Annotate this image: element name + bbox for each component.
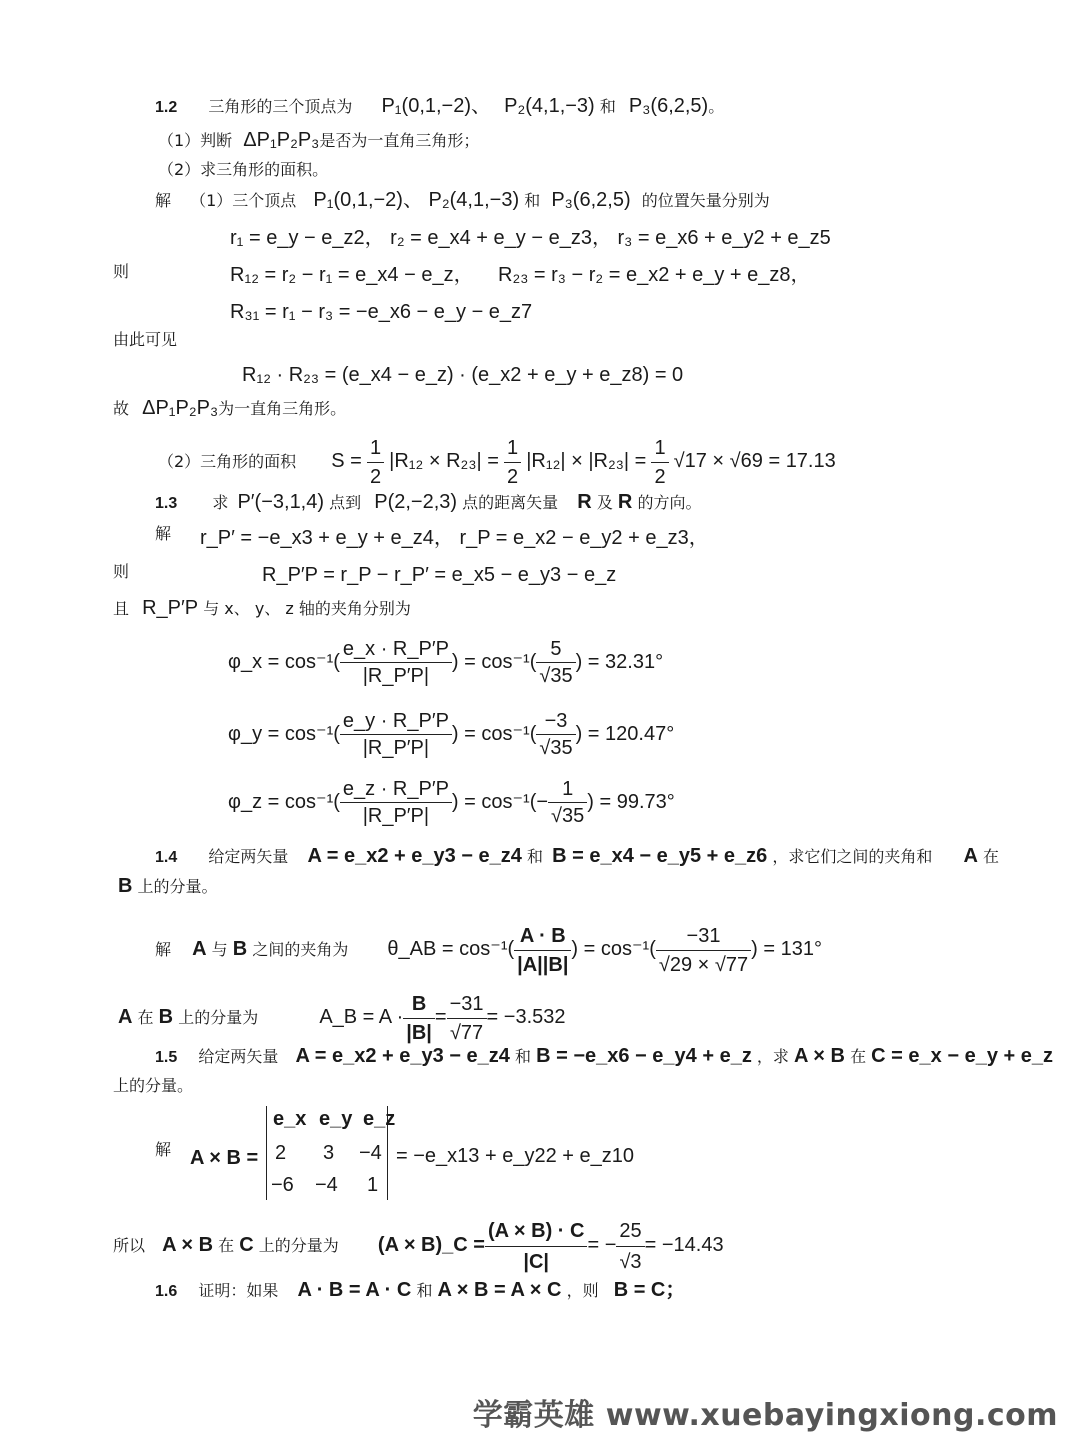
fraction: $\frac{1}{2}$ xyxy=(651,434,668,491)
component-AxB-on-C: 所以 A × B 在 C 上的分量为 (A × B)_C = $\frac{(A \times B) \cdot C}{|C|}$ = − $\frac{25}{√3}$ = −14.43 xyxy=(113,1216,724,1277)
position-vectors: r₁ = e_y − e_z2， r₂ = e_x4 + e_y − e_z3， r₃ = e_x6 + e_y2 + e_z5 xyxy=(230,227,831,249)
solution-label: 解 xyxy=(155,1140,172,1159)
problem-number: 1.6 xyxy=(155,1283,178,1300)
problem-number: 1.4 xyxy=(155,849,178,866)
fraction: $\frac{-3}{√35}$ xyxy=(536,708,575,761)
fraction: $\frac{e\_x \cdot R\_P'P}{|R\_P'P|}$ xyxy=(340,636,452,689)
problem-number: 1.3 xyxy=(155,495,178,512)
question-1: （1）判断 ΔP₁P₂P₃是否为一直角三角形； xyxy=(158,129,480,151)
watermark-footer: 学霸英雄 www.xuebayingxiong.com xyxy=(472,1398,1058,1433)
fraction: $\frac{(A \times B) \cdot C}{|C|}$ xyxy=(485,1216,587,1277)
fraction: $\frac{e\_y \cdot R\_P'P}{|R\_P'P|}$ xyxy=(340,708,452,761)
cross-product-lhs: A × B = xyxy=(190,1147,259,1169)
position-vectors: r_P′ = −e_x3 + e_y + e_z4， r_P = e_x2 − e_y2 + e_z3， xyxy=(200,527,709,549)
problem-number: 1.2 xyxy=(155,99,178,116)
then-label: 则 xyxy=(113,562,130,581)
problem-1-5-heading: 1.5 给定两矢量 A = e_x2 + e_y3 − e_z4 和 B = −e_x6 − e_y4 + e_z ，求 A × B 在 C = e_x − e_y + e_z xyxy=(155,1045,1053,1067)
R12-equation: R₁₂ = r₂ − r₁ = e_x4 − e_z， xyxy=(230,264,474,286)
problem-1-4-heading: 1.4 给定两矢量 A = e_x2 + e_y3 − e_z4 和 B = e_x4 − e_y5 + e_z6 ，求它们之间的夹角和 A 在 xyxy=(155,845,1000,867)
problem-1-2-heading: 1.2 三角形的三个顶点为 P₁(0,1,−2)、 P₂(4,1,−3) 和 P₃(6,2,5)。 xyxy=(155,95,725,117)
fraction: $\frac{5}{√35}$ xyxy=(536,636,575,689)
fraction: $\frac{-31}{√77}$ xyxy=(447,990,487,1047)
question-2: （2）求三角形的面积。 xyxy=(158,160,329,179)
phi-x-equation: φ_x = cos⁻¹( $\frac{e\_x \cdot R\_P'P}{|R\_P'P|}$ ) = cos⁻¹( $\frac{5}{√35}$ ) = 32.31° xyxy=(228,638,664,687)
fraction: $\frac{25}{√3}$ xyxy=(616,1216,644,1277)
solution-intro: 解 （1）三个顶点 P₁(0,1,−2)、 P₂(4,1,−3) 和 P₃(6,2,5) 的位置矢量分别为 xyxy=(155,189,770,211)
problem-1-5-line2: 上的分量。 xyxy=(113,1076,194,1095)
angle-AB-equation: 解 A 与 B 之间的夹角为 θ_AB = cos⁻¹( $\frac{A \cdot B}{|A||B|}$ ) = cos⁻¹( $\frac{-31}{√29 \times √77}$ ) = 131° xyxy=(155,922,822,979)
R31-equation: R₃₁ = r₁ − r₃ = −e_x6 − e_y − e_z7 xyxy=(230,301,533,323)
problem-number: 1.5 xyxy=(155,1049,178,1066)
problem-1-6-heading: 1.6 证明：如果 A · B = A · C 和 A × B = A × C ，则 B = C； xyxy=(155,1279,686,1301)
phi-z-equation: φ_z = cos⁻¹( $\frac{e\_z \cdot R\_P'P}{|R\_P'P|}$ ) = cos⁻¹(− $\frac{1}{√35}$ ) = 99.73° xyxy=(228,778,675,827)
fraction: $\frac{1}{2}$ xyxy=(504,434,521,491)
problem-1-3-heading: 1.3 求 P′(−3,1,4) 点到 P(2,−2,3) 点的距离矢量 R 及 R 的方向。 xyxy=(155,491,702,513)
angle-intro: 且 R_P′P 与 x、 y、 z 轴的夹角分别为 xyxy=(113,597,411,619)
conclusion-right-triangle: 故 ΔP₁P₂P₃为一直角三角形。 xyxy=(113,397,347,419)
fraction: $\frac{1}{2}$ xyxy=(367,434,384,491)
dot-product-equation: R₁₂ · R₂₃ = (e_x4 − e_z) · (e_x2 + e_y + e_z8) = 0 xyxy=(242,364,684,386)
determinant: e_x e_y e_z 2 3 −4 −6 −4 1 xyxy=(266,1106,388,1200)
fraction: $\frac{1}{√35}$ xyxy=(548,776,587,829)
R23-equation: R₂₃ = r₃ − r₂ = e_x2 + e_y + e_z8， xyxy=(498,264,811,286)
fraction: $\frac{-31}{√29 \times √77}$ xyxy=(656,922,751,979)
fraction: $\frac{A \cdot B}{|A||B|}$ xyxy=(514,922,571,979)
area-equation: （2）三角形的面积 S = $\frac{1}{2}$ |R₁₂ × R₂₃| = $\frac{1}{2}$ |R₁₂| × |R₂₃| = $\frac{1}{2}$ √17 × √69 = 17.13 xyxy=(158,434,836,491)
cross-product-result: = −e_x13 + e_y22 + e_z10 xyxy=(396,1145,634,1167)
solution-label: 解 xyxy=(155,524,172,543)
fraction: $\frac{e\_z \cdot R\_P'P}{|R\_P'P|}$ xyxy=(340,776,452,829)
component-A-on-B: A 在 B 上的分量为 A_B = A · $\frac{B}{|B|}$ = $\frac{-31}{√77}$ = −3.532 xyxy=(118,990,566,1047)
fraction: $\frac{B}{|B|}$ xyxy=(403,990,435,1047)
problem-1-4-line2: B 上的分量。 xyxy=(118,875,218,897)
distance-vector: R_P′P = r_P − r_P′ = e_x5 − e_y3 − e_z xyxy=(262,564,617,586)
phi-y-equation: φ_y = cos⁻¹( $\frac{e\_y \cdot R\_P'P}{|R\_P'P|}$ ) = cos⁻¹( $\frac{-3}{√35}$ ) = 120.47° xyxy=(228,710,675,759)
then-label: 则 xyxy=(113,262,130,281)
hence-label: 由此可见 xyxy=(113,330,178,349)
